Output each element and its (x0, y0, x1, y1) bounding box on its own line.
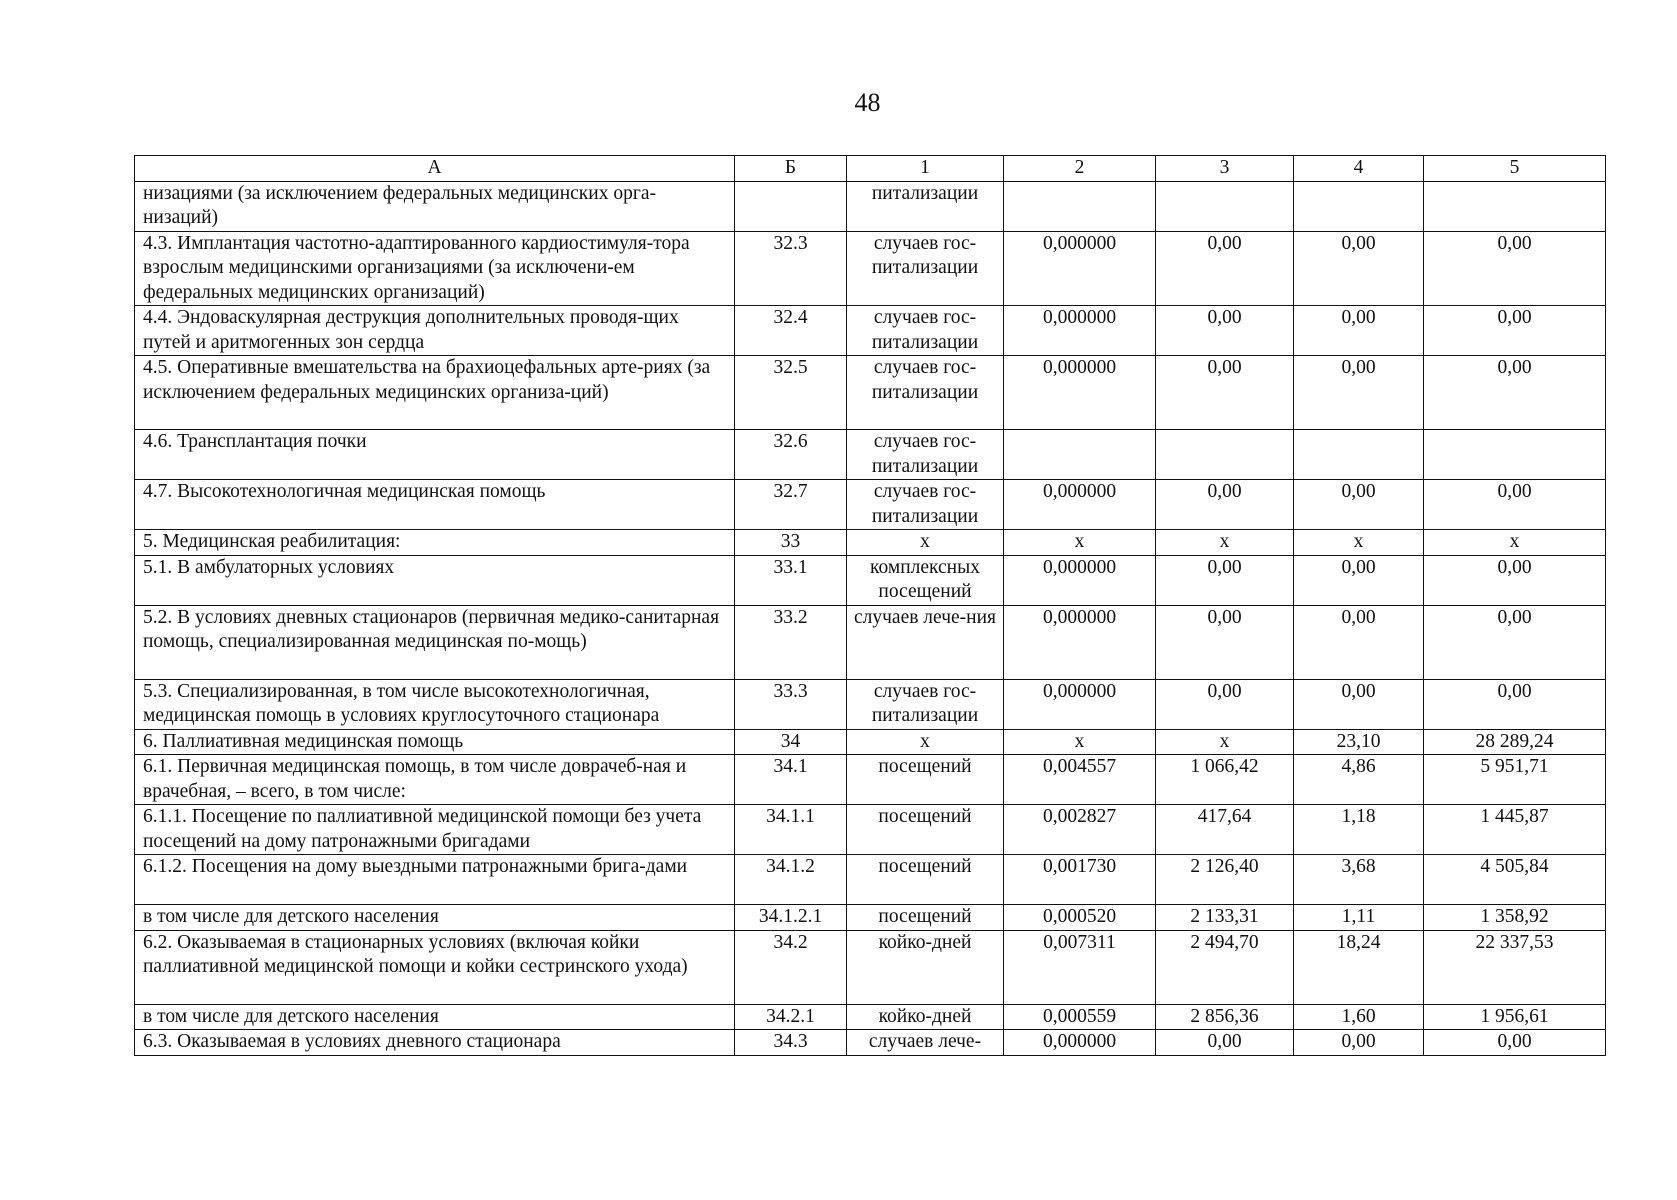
table-row (135, 181, 1606, 231)
row-unit: случаев лече- (847, 1030, 1004, 1056)
row-value-2: 0,000000 (1004, 555, 1156, 605)
row-value-4: х (1294, 530, 1424, 556)
table-row (135, 480, 1606, 530)
row-value-4: 4,86 (1294, 755, 1424, 805)
row-name: 6.1. Первичная медицинская помощь, в том числе доврачеб-ная и врачебная, – всего, в том числе: (135, 755, 735, 805)
row-value-3: 0,00 (1156, 306, 1294, 356)
row-code: 33.2 (735, 605, 847, 679)
row-unit: питализации (847, 181, 1004, 231)
row-unit: койко-дней (847, 1004, 1004, 1030)
row-code: 34.2 (735, 930, 847, 1004)
header-cell-3: 3 (1156, 156, 1294, 182)
table-row (135, 530, 1606, 556)
table-row (135, 805, 1606, 855)
row-value-4: 3,68 (1294, 855, 1424, 905)
row-value-2: 0,000000 (1004, 306, 1156, 356)
row-unit: случаев гос-питализации (847, 306, 1004, 356)
row-value-2: 0,000000 (1004, 1030, 1156, 1056)
row-value-4: 0,00 (1294, 356, 1424, 430)
row-value-4: 1,18 (1294, 805, 1424, 855)
table-row (135, 679, 1606, 729)
row-name: 5.2. В условиях дневных стационаров (первичная медико-санитарная помощь, специализированная медицинская по-мощь) (135, 605, 735, 679)
header-cell-4: 4 (1294, 156, 1424, 182)
table-row (135, 231, 1606, 306)
row-value-3: 417,64 (1156, 805, 1294, 855)
row-value-5: 1 445,87 (1424, 805, 1606, 855)
row-value-4: 0,00 (1294, 555, 1424, 605)
row-value-5: 1 358,92 (1424, 905, 1606, 931)
row-value-4: 0,00 (1294, 231, 1424, 306)
row-unit: случаев гос-питализации (847, 679, 1004, 729)
table-row (135, 430, 1606, 480)
row-value-2: 0,000520 (1004, 905, 1156, 931)
header-cell-b: Б (735, 156, 847, 182)
row-unit: комплексных посещений (847, 555, 1004, 605)
row-name: 6.3. Оказываемая в условиях дневного стационара (135, 1030, 735, 1056)
row-value-2: 0,000559 (1004, 1004, 1156, 1030)
row-name: 4.7. Высокотехнологичная медицинская помощь (135, 480, 735, 530)
row-value-5: 0,00 (1424, 1030, 1606, 1056)
row-value-2 (1004, 181, 1156, 231)
header-cell-1: 1 (847, 156, 1004, 182)
row-value-5: 1 956,61 (1424, 1004, 1606, 1030)
row-name: низациями (за исключением федеральных медицинских орга-низаций) (135, 181, 735, 231)
row-value-3: 0,00 (1156, 679, 1294, 729)
row-code: 32.6 (735, 430, 847, 480)
row-unit: случаев лече-ния (847, 605, 1004, 679)
row-value-4: 0,00 (1294, 480, 1424, 530)
row-value-3: 0,00 (1156, 231, 1294, 306)
row-value-5 (1424, 181, 1606, 231)
row-name: 5.3. Специализированная, в том числе высокотехнологичная, медицинская помощь в условиях круглосуточного стационара (135, 679, 735, 729)
row-code: 32.3 (735, 231, 847, 306)
row-name: в том числе для детского населения (135, 1004, 735, 1030)
row-value-4: 0,00 (1294, 1030, 1424, 1056)
row-name: 4.6. Трансплантация почки (135, 430, 735, 480)
row-name: 6.1.1. Посещение по паллиативной медицинской помощи без учета посещений на дому патронажными бригадами (135, 805, 735, 855)
row-unit: х (847, 530, 1004, 556)
header-cell-a: А (135, 156, 735, 182)
row-value-2: 0,000000 (1004, 679, 1156, 729)
row-unit: посещений (847, 755, 1004, 805)
row-code: 34.3 (735, 1030, 847, 1056)
table-row (135, 905, 1606, 931)
row-unit: посещений (847, 805, 1004, 855)
row-value-4: 0,00 (1294, 679, 1424, 729)
row-value-4: 1,11 (1294, 905, 1424, 931)
row-value-2: 0,001730 (1004, 855, 1156, 905)
row-value-4: 0,00 (1294, 306, 1424, 356)
row-code (735, 181, 847, 231)
header-cell-2: 2 (1004, 156, 1156, 182)
page-number: 48 (854, 88, 881, 117)
row-value-2: 0,000000 (1004, 480, 1156, 530)
table-row (135, 356, 1606, 430)
row-value-2: 0,000000 (1004, 356, 1156, 430)
row-code: 34.1.2.1 (735, 905, 847, 931)
row-unit: случаев гос-питализации (847, 430, 1004, 480)
table-row (135, 1030, 1606, 1056)
row-unit: случаев гос-питализации (847, 356, 1004, 430)
row-value-2: х (1004, 530, 1156, 556)
row-code: 34.1 (735, 755, 847, 805)
row-value-2: х (1004, 729, 1156, 755)
row-name: 4.5. Оперативные вмешательства на брахиоцефальных арте-риях (за исключением федеральных медицинских организа-ций) (135, 356, 735, 430)
row-unit: посещений (847, 905, 1004, 931)
row-code: 32.7 (735, 480, 847, 530)
row-name: 5. Медицинская реабилитация: (135, 530, 735, 556)
row-unit: х (847, 729, 1004, 755)
row-value-3: 2 126,40 (1156, 855, 1294, 905)
row-value-5: 0,00 (1424, 306, 1606, 356)
row-value-4: 0,00 (1294, 605, 1424, 679)
row-name: 5.1. В амбулаторных условиях (135, 555, 735, 605)
row-value-4 (1294, 430, 1424, 480)
row-unit: посещений (847, 855, 1004, 905)
row-value-3: 0,00 (1156, 605, 1294, 679)
row-code: 34.1.1 (735, 805, 847, 855)
row-value-3 (1156, 181, 1294, 231)
row-value-3: 0,00 (1156, 555, 1294, 605)
row-code: 34.2.1 (735, 1004, 847, 1030)
row-unit: случаев гос-питализации (847, 231, 1004, 306)
row-value-3: 0,00 (1156, 480, 1294, 530)
row-name: 6.2. Оказываемая в стационарных условиях (включая койки паллиативной медицинской помощи и койки сестринского ухода) (135, 930, 735, 1004)
row-value-5: 0,00 (1424, 605, 1606, 679)
table-row (135, 930, 1606, 1004)
row-value-5: 22 337,53 (1424, 930, 1606, 1004)
header-cell-5: 5 (1424, 156, 1606, 182)
row-name: в том числе для детского населения (135, 905, 735, 931)
row-value-2: 0,000000 (1004, 605, 1156, 679)
row-code: 33 (735, 530, 847, 556)
table-row (135, 306, 1606, 356)
row-value-4: 1,60 (1294, 1004, 1424, 1030)
row-value-2: 0,002827 (1004, 805, 1156, 855)
row-value-5: 0,00 (1424, 356, 1606, 430)
row-value-5: 4 505,84 (1424, 855, 1606, 905)
data-table (134, 155, 1606, 1056)
row-value-3: 0,00 (1156, 356, 1294, 430)
row-value-5: 0,00 (1424, 555, 1606, 605)
row-code: 32.4 (735, 306, 847, 356)
row-value-2: 0,004557 (1004, 755, 1156, 805)
table-row (135, 605, 1606, 679)
table-row (135, 729, 1606, 755)
row-value-4 (1294, 181, 1424, 231)
row-value-5: 5 951,71 (1424, 755, 1606, 805)
row-code: 34 (735, 729, 847, 755)
row-value-2: 0,007311 (1004, 930, 1156, 1004)
row-value-5: 28 289,24 (1424, 729, 1606, 755)
row-value-5: 0,00 (1424, 231, 1606, 306)
row-name: 4.4. Эндоваскулярная деструкция дополнительных проводя-щих путей и аритмогенных зон сердца (135, 306, 735, 356)
row-value-5 (1424, 430, 1606, 480)
row-value-3: 0,00 (1156, 1030, 1294, 1056)
row-value-5: х (1424, 530, 1606, 556)
row-value-3: 2 856,36 (1156, 1004, 1294, 1030)
row-unit: случаев гос-питализации (847, 480, 1004, 530)
row-value-4: 18,24 (1294, 930, 1424, 1004)
row-value-3: 2 494,70 (1156, 930, 1294, 1004)
header-row (135, 156, 1606, 182)
row-code: 33.3 (735, 679, 847, 729)
row-value-3 (1156, 430, 1294, 480)
row-value-3: 1 066,42 (1156, 755, 1294, 805)
row-code: 32.5 (735, 356, 847, 430)
row-code: 33.1 (735, 555, 847, 605)
table-row (135, 855, 1606, 905)
row-value-3: 2 133,31 (1156, 905, 1294, 931)
row-value-5: 0,00 (1424, 480, 1606, 530)
row-value-4: 23,10 (1294, 729, 1424, 755)
row-name: 6. Паллиативная медицинская помощь (135, 729, 735, 755)
row-unit: койко-дней (847, 930, 1004, 1004)
row-code: 34.1.2 (735, 855, 847, 905)
row-name: 4.3. Имплантация частотно-адаптированного кардиостимуля-тора взрослым медицинскими организациями (за исключени-ем федеральных медицинских организаций) (135, 231, 735, 306)
table-row (135, 1004, 1606, 1030)
row-value-2: 0,000000 (1004, 231, 1156, 306)
row-value-5: 0,00 (1424, 679, 1606, 729)
row-value-2 (1004, 430, 1156, 480)
row-value-3: х (1156, 530, 1294, 556)
row-name: 6.1.2. Посещения на дому выездными патронажными брига-дами (135, 855, 735, 905)
table-row (135, 755, 1606, 805)
table-row (135, 555, 1606, 605)
row-value-3: х (1156, 729, 1294, 755)
